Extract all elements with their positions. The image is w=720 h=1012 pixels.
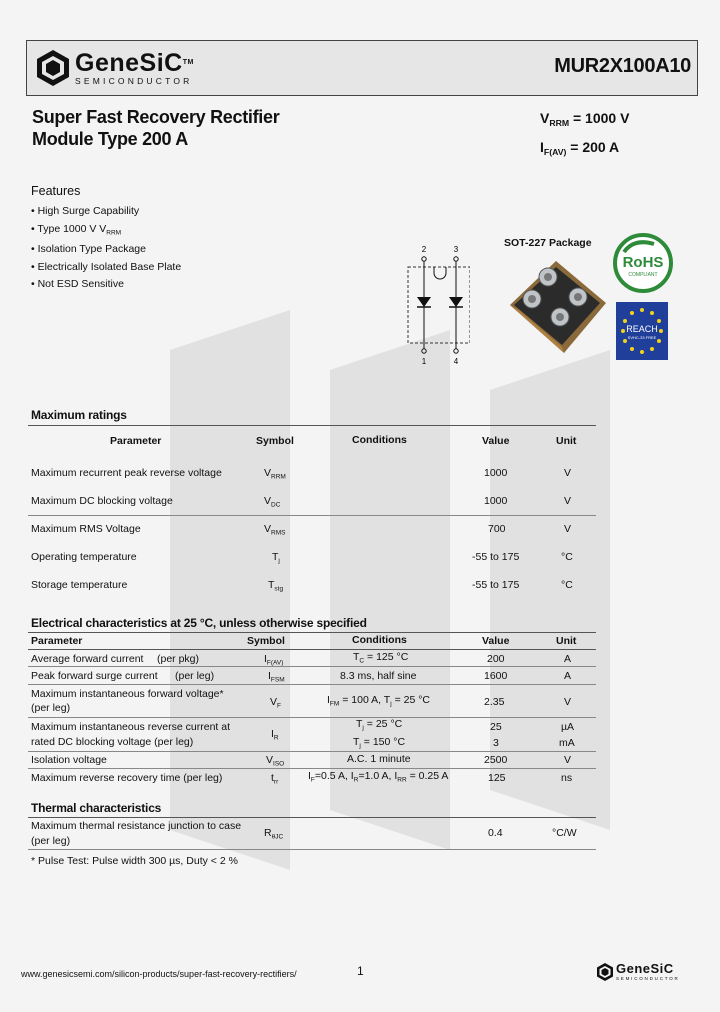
cond-sub: j bbox=[362, 724, 364, 732]
rohs-subtext: COMPLIANT bbox=[628, 272, 658, 278]
param-cell: Maximum instantaneous reverse current at bbox=[31, 721, 231, 733]
vrrm-rating bbox=[540, 106, 629, 135]
pulse-test-note: * Pulse Test: Pulse width 300 µs, Duty < 2 % bbox=[31, 855, 238, 867]
elec-title: Electrical characteristics at 25 °C, unless otherwise specified bbox=[31, 616, 367, 630]
cond-sub: j bbox=[359, 742, 361, 750]
condition-cell bbox=[308, 770, 448, 783]
symbol-sub: F(AV) bbox=[266, 659, 284, 667]
unit-cell: °C bbox=[561, 551, 573, 563]
col-symbol: Symbol bbox=[256, 435, 294, 447]
value-cell: 1000 bbox=[484, 467, 508, 479]
symbol-main: V bbox=[264, 467, 272, 479]
divider bbox=[28, 817, 596, 818]
cond-sub: C bbox=[359, 657, 365, 665]
feature-item: • Electrically Isolated Base Plate bbox=[31, 260, 182, 273]
logo-name: GeneSiC bbox=[75, 48, 183, 77]
feature-item: • Isolation Type Package bbox=[31, 243, 146, 256]
symbol-cell bbox=[270, 696, 281, 709]
logo-tm: TM bbox=[182, 58, 194, 66]
param-cell: Maximum thermal resistance junction to case bbox=[31, 820, 242, 832]
symbol-main: R bbox=[264, 827, 272, 839]
header-bar bbox=[26, 40, 698, 96]
cond-sub: j bbox=[390, 700, 392, 708]
feature-item bbox=[31, 221, 181, 242]
param-cell: Maximum instantaneous forward voltage* bbox=[31, 688, 224, 700]
cond-main: I bbox=[327, 694, 330, 706]
symbol-sub: F bbox=[277, 702, 281, 710]
if-rating bbox=[540, 135, 629, 164]
symbol-cell bbox=[264, 467, 286, 480]
divider bbox=[28, 649, 596, 650]
symbol-main: V bbox=[264, 495, 272, 507]
symbol-sub: j bbox=[278, 557, 280, 565]
watermark-logo-icon bbox=[130, 310, 610, 870]
param-cell: Average forward current bbox=[31, 653, 144, 665]
cond-main: T bbox=[353, 651, 360, 663]
sot227-module-image bbox=[508, 255, 608, 359]
cond-sub: R bbox=[353, 776, 359, 784]
symbol-main: V bbox=[266, 754, 274, 766]
unit-cell: °C bbox=[561, 579, 573, 591]
col-value: Value bbox=[482, 635, 510, 647]
footer-url[interactable]: www.genesicsemi.com/silicon-products/super-fast-recovery-rectifiers/ bbox=[21, 969, 297, 979]
pin-2-label: 2 bbox=[421, 245, 427, 254]
key-ratings bbox=[540, 106, 629, 164]
condition-cell: A.C. 1 minute bbox=[347, 753, 411, 765]
cond-post: = 125 °C bbox=[364, 651, 409, 663]
col-conditions: Conditions bbox=[352, 434, 407, 446]
param-cell: Maximum RMS Voltage bbox=[31, 523, 141, 535]
cond-post: = 150 °C bbox=[360, 736, 406, 748]
package-label: SOT-227 Package bbox=[504, 237, 592, 249]
cond-main: T bbox=[353, 736, 360, 748]
reach-subtext: SVHC-33 FREE bbox=[627, 335, 657, 340]
symbol-sub: DC bbox=[271, 501, 281, 509]
value-cell: 700 bbox=[488, 523, 506, 535]
unit-cell: V bbox=[564, 754, 572, 766]
value-cell: 1000 bbox=[484, 495, 508, 507]
symbol-cell bbox=[271, 728, 279, 741]
cond-sub: RR bbox=[397, 776, 407, 784]
product-title bbox=[32, 106, 279, 150]
param-cell: Maximum reverse recovery time (per leg) bbox=[31, 772, 223, 784]
param-cell: Maximum DC blocking voltage bbox=[31, 495, 173, 507]
symbol-sub: FSM bbox=[270, 676, 285, 684]
value-cell: -55 to 175 bbox=[472, 579, 520, 591]
cond-main: T bbox=[356, 718, 363, 730]
genesic-hex-icon bbox=[596, 962, 614, 982]
cond-sub: F bbox=[310, 776, 315, 784]
symbol-main: I bbox=[268, 670, 271, 682]
value-cell: 125 bbox=[488, 772, 506, 784]
col-unit: Unit bbox=[556, 635, 577, 647]
features-list bbox=[31, 203, 181, 294]
col-symbol: Symbol bbox=[247, 635, 285, 647]
param-cell: Operating temperature bbox=[31, 551, 137, 563]
if-symbol: I bbox=[540, 139, 544, 156]
feature-item: • High Surge Capability bbox=[31, 205, 140, 217]
param-note: (per pkg) bbox=[157, 653, 200, 665]
symbol-sub: RRM bbox=[271, 473, 286, 481]
symbol-sub: rr bbox=[273, 778, 279, 786]
unit-cell: A bbox=[564, 670, 572, 682]
footer-logo bbox=[596, 962, 680, 982]
if-value: = 200 A bbox=[566, 139, 620, 156]
pin-4-label: 4 bbox=[453, 357, 459, 366]
divider bbox=[28, 684, 596, 685]
divider bbox=[28, 849, 596, 850]
symbol-main: t bbox=[271, 772, 274, 784]
symbol-cell bbox=[272, 551, 280, 564]
pin-3-label: 3 bbox=[453, 245, 459, 254]
vrrm-value: = 1000 V bbox=[569, 110, 630, 126]
cond-post: = 0.25 A bbox=[406, 770, 449, 782]
cond-mid: =1.0 A, I bbox=[358, 770, 398, 782]
value-cell: 2.35 bbox=[484, 696, 505, 708]
symbol-main: T bbox=[272, 551, 279, 563]
unit-cell: V bbox=[564, 467, 572, 479]
condition-cell bbox=[353, 651, 408, 664]
reach-text: REACH bbox=[626, 324, 658, 334]
unit-cell: ns bbox=[561, 772, 573, 784]
genesic-hex-icon bbox=[35, 49, 71, 87]
footer-logo-name: GeneSiC bbox=[616, 961, 674, 976]
cond-mid: = 100 A, T bbox=[339, 694, 391, 706]
symbol-sub: RMS bbox=[271, 529, 286, 537]
param-cell: Storage temperature bbox=[31, 579, 128, 591]
divider bbox=[28, 751, 596, 752]
feature-item-subscript: RRM bbox=[106, 228, 122, 236]
divider bbox=[28, 632, 596, 633]
value-cell: 3 bbox=[493, 737, 499, 749]
value-cell: 25 bbox=[490, 721, 502, 733]
symbol-cell bbox=[271, 772, 278, 785]
divider bbox=[28, 666, 596, 667]
title-line-2: Module Type 200 A bbox=[32, 129, 188, 149]
value-cell: 2500 bbox=[484, 754, 508, 766]
features-title: Features bbox=[31, 184, 81, 198]
param-note: (per leg) bbox=[175, 670, 215, 682]
symbol-cell bbox=[264, 495, 280, 508]
symbol-sub: θJC bbox=[271, 833, 284, 841]
param-cell: Peak forward surge current bbox=[31, 670, 158, 682]
condition-cell bbox=[356, 718, 402, 731]
symbol-cell bbox=[268, 670, 285, 683]
logo-subtitle: SEMICONDUCTOR bbox=[75, 75, 193, 86]
page-number: 1 bbox=[357, 964, 364, 978]
unit-cell: °C/W bbox=[552, 827, 577, 839]
divider bbox=[28, 515, 596, 516]
symbol-cell bbox=[264, 523, 285, 536]
title-line-1: Super Fast Recovery Rectifier bbox=[32, 107, 280, 127]
value-cell: 0.4 bbox=[488, 827, 503, 839]
symbol-cell bbox=[264, 653, 283, 666]
col-conditions: Conditions bbox=[352, 634, 407, 646]
cond-main: I bbox=[308, 770, 311, 782]
symbol-sub: ISO bbox=[273, 760, 285, 768]
footer-logo-subtitle: SEMICONDUCTOR bbox=[616, 976, 680, 981]
condition-cell bbox=[353, 736, 405, 749]
circuit-diagram-icon bbox=[398, 243, 470, 369]
param-cell: Isolation voltage bbox=[31, 754, 107, 766]
max-ratings-title: Maximum ratings bbox=[31, 408, 127, 422]
symbol-main: T bbox=[268, 579, 275, 591]
col-parameter: Parameter bbox=[31, 635, 83, 647]
value-cell: -55 to 175 bbox=[472, 551, 520, 563]
symbol-main: V bbox=[270, 696, 278, 708]
cond-post: = 25 °C bbox=[363, 718, 403, 730]
divider bbox=[28, 425, 596, 426]
param-note: rated DC blocking voltage (per leg) bbox=[31, 736, 194, 748]
col-unit: Unit bbox=[556, 435, 577, 447]
param-note: (per leg) bbox=[31, 702, 71, 714]
genesic-logo bbox=[35, 49, 194, 87]
col-parameter: Parameter bbox=[110, 435, 162, 447]
unit-cell: A bbox=[564, 653, 572, 665]
feature-item-text: • Type 1000 V V bbox=[31, 222, 107, 235]
symbol-cell bbox=[266, 754, 284, 767]
cond-post: = 25 °C bbox=[391, 694, 431, 706]
param-note: (per leg) bbox=[31, 835, 71, 847]
divider bbox=[28, 768, 596, 769]
unit-cell: µA bbox=[561, 721, 575, 733]
unit-cell: mA bbox=[559, 737, 575, 749]
symbol-sub: R bbox=[273, 734, 279, 742]
unit-cell: V bbox=[564, 495, 572, 507]
rohs-compliant-icon bbox=[612, 232, 674, 294]
divider bbox=[28, 717, 596, 718]
unit-cell: V bbox=[564, 523, 572, 535]
symbol-cell bbox=[264, 827, 283, 840]
thermal-title: Thermal characteristics bbox=[31, 801, 162, 815]
col-value: Value bbox=[482, 435, 510, 447]
reach-svhc-icon bbox=[616, 302, 668, 360]
cond-mid: =0.5 A, I bbox=[314, 770, 354, 782]
feature-item: • Not ESD Sensitive bbox=[31, 278, 124, 291]
symbol-main: I bbox=[271, 728, 274, 740]
cond-sub: FM bbox=[329, 700, 340, 708]
pin-1-label: 1 bbox=[421, 357, 427, 366]
value-cell: 200 bbox=[487, 653, 505, 665]
symbol-sub: stg bbox=[274, 585, 284, 593]
symbol-main: V bbox=[264, 523, 272, 535]
condition-cell: 8.3 ms, half sine bbox=[340, 670, 417, 682]
value-cell: 1600 bbox=[484, 670, 508, 682]
rohs-text: RoHS bbox=[622, 254, 664, 271]
part-number: MUR2X100A10 bbox=[554, 55, 691, 77]
if-subscript: F(AV) bbox=[543, 147, 567, 158]
symbol-cell bbox=[268, 579, 283, 592]
vrrm-symbol: V bbox=[540, 110, 550, 126]
param-cell: Maximum recurrent peak reverse voltage bbox=[31, 467, 222, 479]
unit-cell: V bbox=[564, 696, 572, 708]
condition-cell bbox=[327, 694, 430, 707]
symbol-main: I bbox=[264, 653, 267, 665]
vrrm-subscript: RRM bbox=[549, 118, 570, 129]
